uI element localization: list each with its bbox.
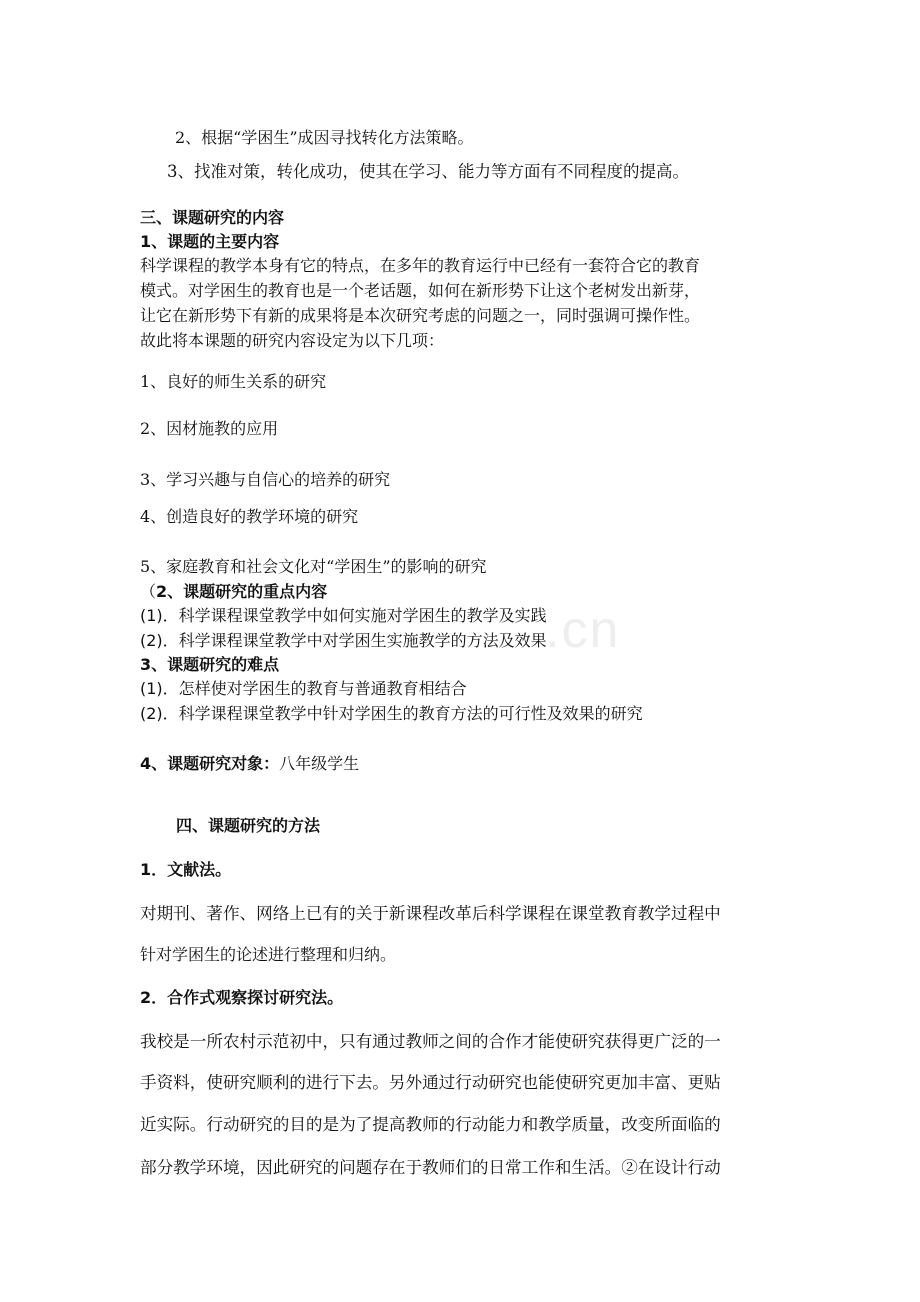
paragraph-line: 科学课程的教学本身有它的特点，在多年的教育运行中已经有一套符合它的教育 bbox=[140, 256, 701, 275]
research-subject-value: 八年级学生 bbox=[279, 754, 360, 773]
paragraph-line: 对期刊、著作、网络上已有的关于新课程改革后科学课程在课堂教育教学过程中 bbox=[140, 904, 721, 923]
paragraph-line: 手资料，使研究顺利的进行下去。另外通过行动研究也能使研究更加丰富、更贴 bbox=[140, 1073, 721, 1092]
paragraph-line: 部分教学环境，因此研究的问题存在于教师们的日常工作和生活。②在设计行动 bbox=[140, 1158, 721, 1177]
subsection-2-heading-line bbox=[140, 582, 327, 602]
subsection-1-heading: 1、课题的主要内容 bbox=[140, 232, 280, 251]
section-3-heading: 三、课题研究的内容 bbox=[140, 208, 285, 227]
section-4-heading: 四、课题研究的方法 bbox=[176, 816, 321, 835]
paragraph-line: 近实际。行动研究的目的是为了提高教师的行动能力和教学质量，改变所面临的 bbox=[140, 1115, 721, 1134]
subsection-4-heading: 4、课题研究对象： bbox=[140, 754, 280, 773]
paragraph-line: 让它在新形势下有新的成果将是本次研究考虑的问题之一，同时强调可操作性。 bbox=[140, 306, 701, 325]
method-2-heading: 2．合作式观察探讨研究法。 bbox=[140, 988, 344, 1007]
paragraph-line: 模式。对学困生的教育也是一个老话题，如何在新形势下让这个老树发出新芽， bbox=[140, 281, 701, 300]
difficulty-item: (2)．科学课程课堂教学中针对学困生的教育方法的可行性及效果的研究 bbox=[140, 704, 643, 723]
goal-item-2: 2、根据“学困生”成因寻找转化方法策略。 bbox=[175, 128, 474, 147]
watermark: .cn bbox=[545, 601, 621, 659]
paragraph-line: 我校是一所农村示范初中，只有通过教师之间的合作才能使研究获得更广泛的一 bbox=[140, 1032, 721, 1051]
research-subject-line bbox=[140, 754, 359, 774]
paragraph-line: 针对学困生的论述进行整理和归纳。 bbox=[140, 945, 397, 964]
subsection-3-heading: 3、课题研究的难点 bbox=[140, 655, 280, 674]
key-content-item: (2)．科学课程课堂教学中对学困生实施教学的方法及效果 bbox=[140, 631, 547, 650]
method-1-heading: 1．文献法。 bbox=[140, 860, 232, 879]
content-item: 3、学习兴趣与自信心的培养的研究 bbox=[140, 470, 391, 489]
open-paren: （ bbox=[140, 582, 157, 601]
goal-item-3: 3、找准对策，转化成功，使其在学习、能力等方面有不同程度的提高。 bbox=[167, 162, 689, 181]
subsection-2-heading: 2、课题研究的重点内容 bbox=[156, 582, 328, 601]
difficulty-item: (1)．怎样使对学困生的教育与普通教育相结合 bbox=[140, 679, 467, 698]
paragraph-line: 故此将本课题的研究内容设定为以下几项： bbox=[140, 331, 445, 350]
content-item: 5、家庭教育和社会文化对“学困生”的影响的研究 bbox=[140, 557, 487, 576]
content-item: 2、因材施教的应用 bbox=[140, 419, 279, 438]
key-content-item: (1)．科学课程课堂教学中如何实施对学困生的教学及实践 bbox=[140, 606, 547, 625]
content-item: 4、创造良好的教学环境的研究 bbox=[140, 507, 359, 526]
content-item: 1、良好的师生关系的研究 bbox=[140, 372, 327, 391]
